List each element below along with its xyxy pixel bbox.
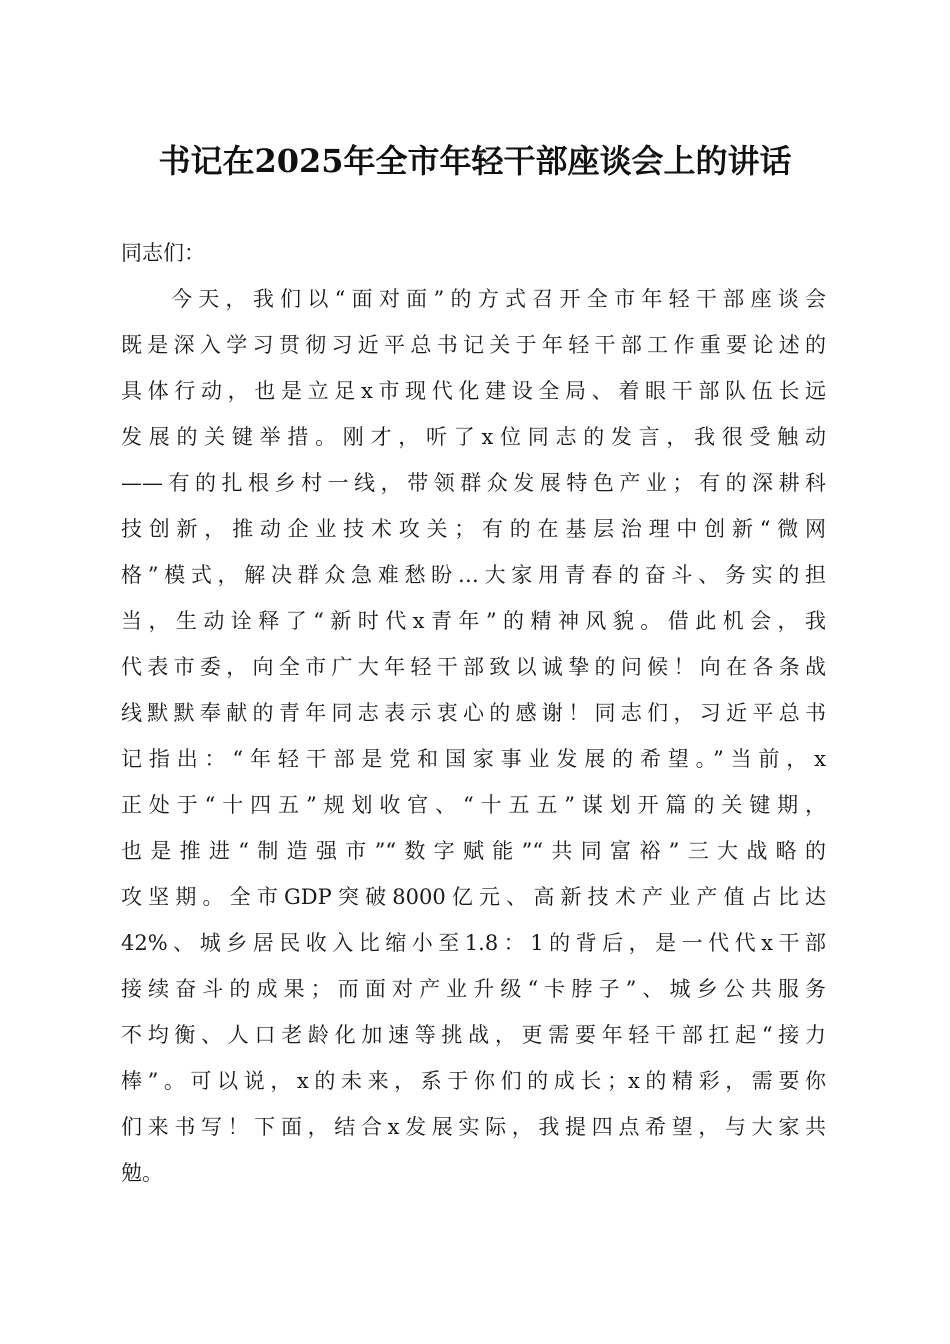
paragraph-line: 正处于“十四五”规划收官、“十五五”谋划开篇的关键期， [121,793,826,817]
paragraph-line: 接续奋斗的成果；而面对产业升级“卡脖子”、城乡公共服务 [121,977,826,1001]
paragraph-line: 代表市委，向全市广大年轻干部致以诚挚的问候！向在各条战 [121,655,826,679]
paragraph-line: 42%、城乡居民收入比缩小至1.8：1的背后，是一代代x干部 [121,931,826,955]
paragraph-line: 今天，我们以“面对面”的方式召开全市年轻干部座谈会 [171,287,826,311]
paragraph-line: 发展的关键举措。刚才，听了x位同志的发言，我很受触动 [121,425,826,449]
paragraph-line: 攻坚期。全市GDP突破8000亿元、高新技术产业产值占比达 [121,885,826,909]
paragraph-line: 也是推进“制造强市”“数字赋能”“共同富裕”三大战略的 [121,839,826,863]
speech-paragraph [121,276,826,1196]
paragraph-line: 勉。 [121,1161,163,1185]
salutation: 同志们： [121,241,205,265]
paragraph-line: ——有的扎根乡村一线，带领群众发展特色产业；有的深耕科 [121,471,826,495]
paragraph-line: 当，生动诠释了“新时代x青年”的精神风貌。借此机会，我 [121,609,826,633]
document-title: 书记在2025年全市年轻干部座谈会上的讲话 [158,142,792,180]
paragraph-line: 格”模式，解决群众急难愁盼…大家用青春的奋斗、务实的担 [121,563,826,587]
paragraph-line: 记指出：“年轻干部是党和国家事业发展的希望。”当前，x [121,747,826,771]
paragraph-line: 线默默奉献的青年同志表示衷心的感谢！同志们，习近平总书 [121,701,826,725]
paragraph-line: 们来书写！下面，结合x发展实际，我提四点希望，与大家共 [121,1115,826,1139]
paragraph-line: 既是深入学习贯彻习近平总书记关于年轻干部工作重要论述的 [121,333,826,357]
paragraph-line: 技创新，推动企业技术攻关；有的在基层治理中创新“微网 [121,517,826,541]
paragraph-line: 不均衡、人口老龄化加速等挑战，更需要年轻干部扛起“接力 [121,1023,826,1047]
paragraph-line: 具体行动，也是立足x市现代化建设全局、着眼干部队伍长远 [121,379,826,403]
paragraph-line: 棒”。可以说，x的未来，系于你们的成长；x的精彩，需要你 [121,1069,826,1093]
